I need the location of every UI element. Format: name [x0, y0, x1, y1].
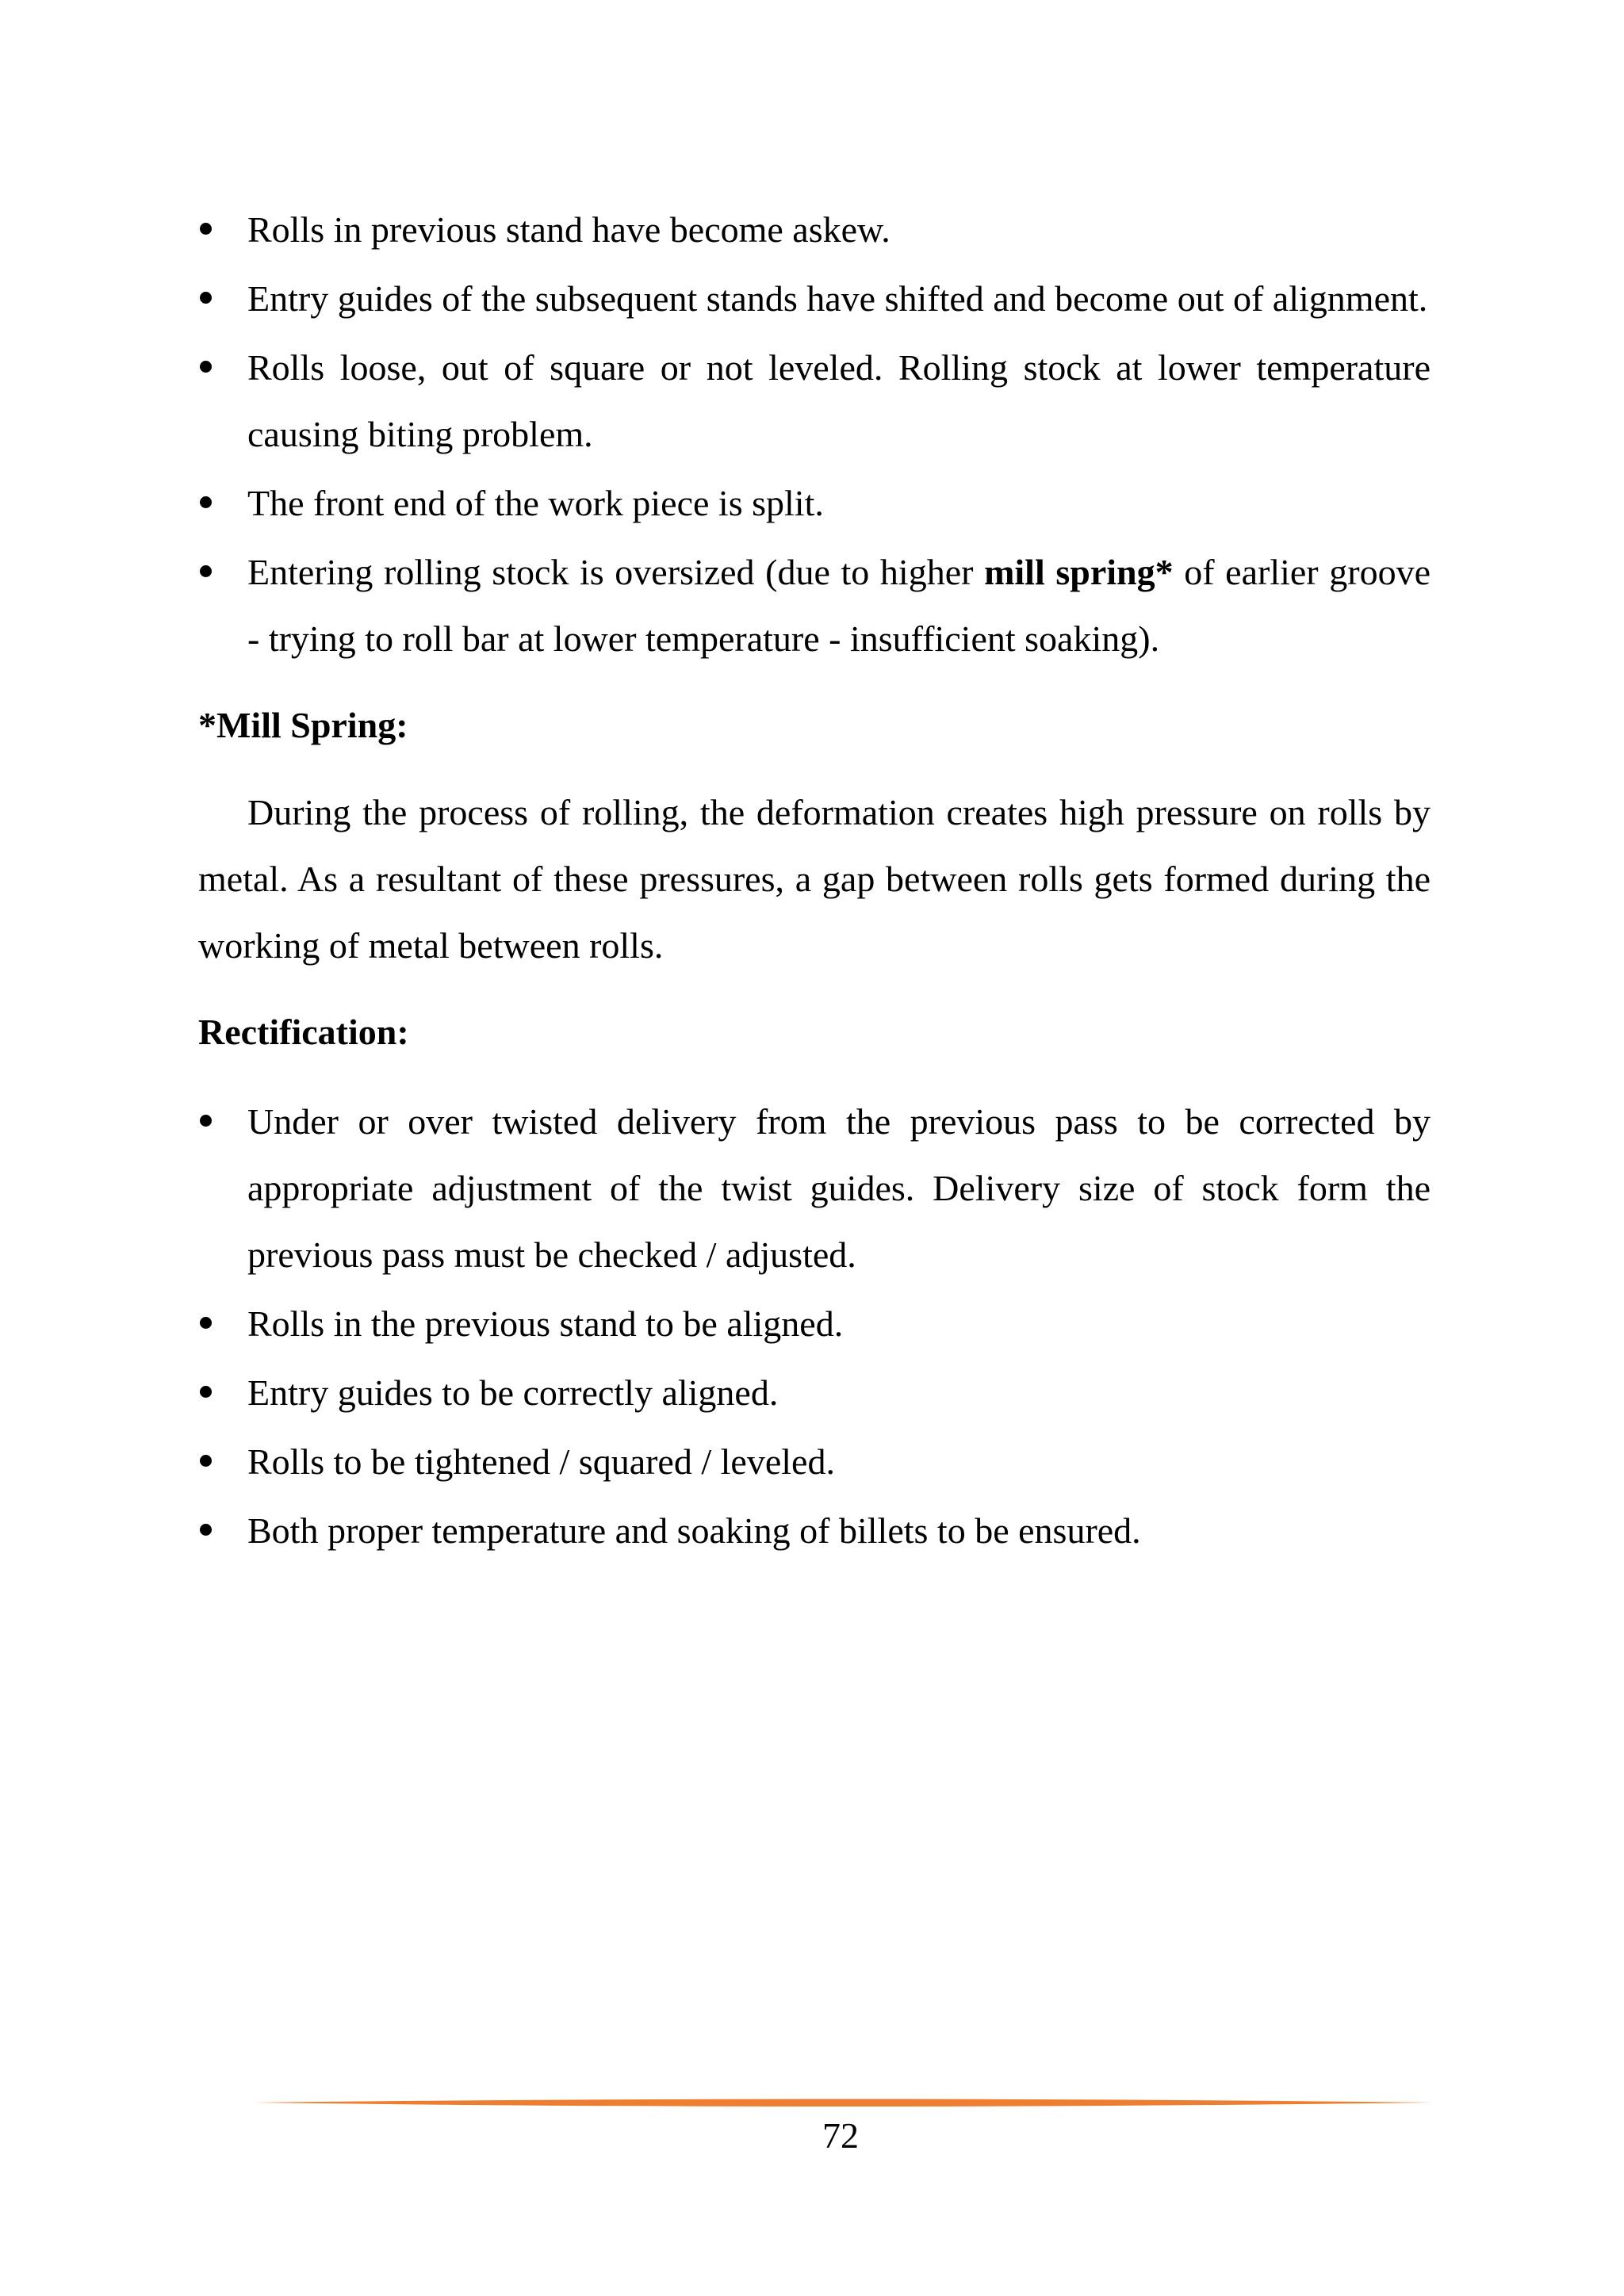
list-item-text: The front end of the work piece is split.: [247, 483, 824, 523]
list-item-text: Rolls in previous stand have become askew.: [247, 209, 891, 250]
footer-divider: [254, 2098, 1431, 2109]
list-item: [198, 1089, 1431, 1288]
bullet-icon: [200, 361, 212, 373]
page-body: [198, 197, 1431, 1564]
list-item: [198, 1429, 1431, 1495]
mill-spring-heading: *Mill Spring:: [198, 705, 408, 745]
list-item: [198, 470, 1431, 537]
list-item: [198, 266, 1431, 332]
list-item-text: of earlier groove - trying to roll bar at lower temperature - insufficient soaking).: [247, 552, 1431, 659]
mill-spring-term: mill spring*: [984, 552, 1174, 592]
bullet-icon: [200, 1455, 212, 1467]
list-item: [198, 197, 1431, 263]
list-item-text: Entry guides to be correctly aligned.: [247, 1372, 779, 1413]
rectification-heading: Rectification:: [198, 1012, 409, 1052]
rectification-list: [198, 1089, 1431, 1564]
bullet-icon: [200, 1524, 212, 1536]
mill-spring-paragraph: During the process of rolling, the deformation creates high pressure on rolls by metal. As a resultant of these pressures, a gap between rolls gets formed during the working of metal between rolls.: [198, 792, 1431, 966]
bullet-icon: [200, 496, 212, 508]
bullet-icon: [200, 292, 212, 304]
bullet-icon: [200, 1386, 212, 1398]
footer-divider-swash: [254, 2099, 1431, 2107]
list-item-text: Rolls to be tightened / squared / leveled.: [247, 1441, 835, 1482]
list-item: [198, 1360, 1431, 1426]
causes-list: [198, 197, 1431, 672]
list-item-text: Entry guides of the subsequent stands have shifted and become out of alignment.: [247, 278, 1428, 319]
list-item: [198, 539, 1431, 672]
list-item-text: Rolls loose, out of square or not leveled. Rolling stock at lower temperature causing biting problem.: [247, 347, 1431, 454]
list-item-text: Rolls in the previous stand to be aligned.: [247, 1303, 844, 1344]
bullet-icon: [200, 565, 212, 577]
list-item-text: Under or over twisted delivery from the previous pass to be corrected by appropriate adjustment of the twist guides. Delivery size of stock form the previous pass must be checked / adjusted.: [247, 1101, 1431, 1275]
bullet-icon: [200, 223, 212, 235]
page-number: 72: [822, 2115, 859, 2156]
bullet-icon: [200, 1115, 212, 1127]
list-item-text: Both proper temperature and soaking of billets to be ensured.: [247, 1510, 1141, 1551]
list-item-text: Entering rolling stock is oversized (due to higher: [247, 552, 985, 592]
list-item: [198, 335, 1431, 468]
list-item: [198, 1291, 1431, 1357]
bullet-icon: [200, 1317, 212, 1329]
list-item: [198, 1498, 1431, 1564]
